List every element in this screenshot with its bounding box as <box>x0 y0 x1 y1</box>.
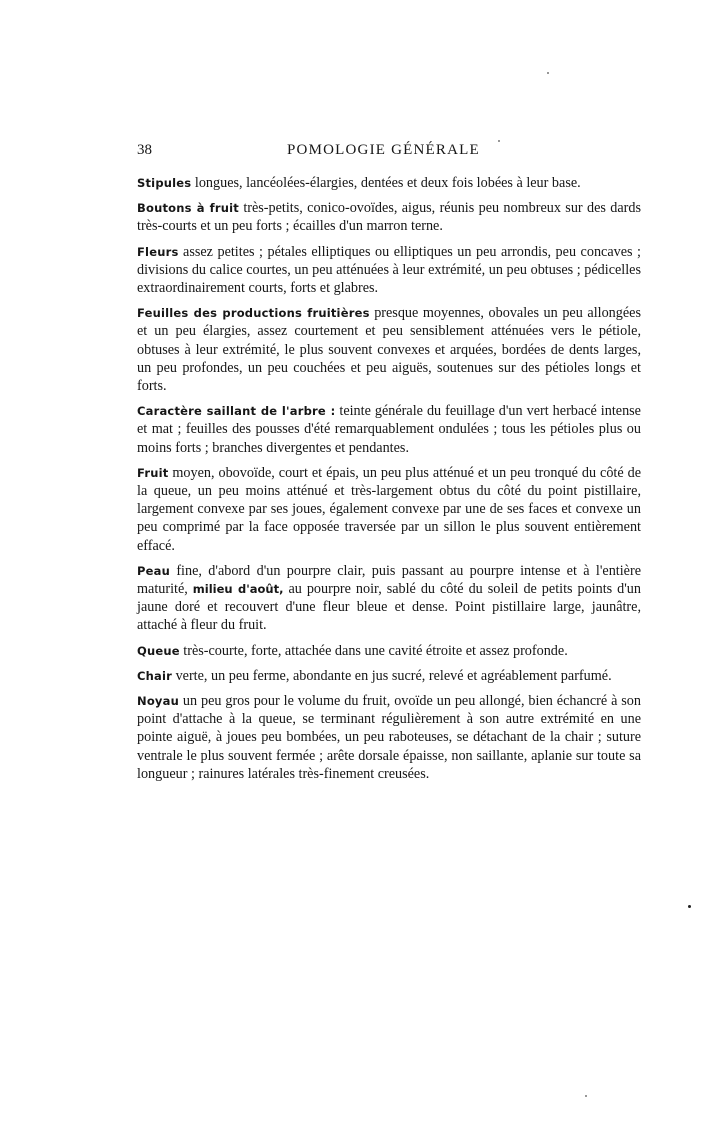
paragraph-text: presque moyennes, obovales un peu allongées et un peu élargies, assez courtement et peu sensiblement atténuées vers le pétiole, obtuses à leur extrémité, le plus souvent convexes et arquées, bordées de dents larges, un peu profondes, un peu couchées et peu aiguës, soutenues sur des pétioles longs et forts. <box>137 305 641 395</box>
paragraph-chair <box>137 667 641 685</box>
paragraph-stipules <box>137 174 641 192</box>
paper-speck <box>547 72 549 74</box>
paragraph-text: fine, d'abord d'un pourpre clair, puis passant au pourpre intense et à l'entière maturité, <box>137 562 641 598</box>
term-noyau: Noyau <box>137 694 179 709</box>
paragraph-text: au pourpre noir, sablé du côté du soleil de petits points d'un jaune doré et recouvert d'une fleur bleue et dense. Point pistillaire large, jaunâtre, attaché à fleur du fruit. <box>137 581 641 634</box>
term-feuilles: Feuilles des productions fruitières <box>137 306 370 321</box>
term-peau: Peau <box>137 563 170 578</box>
paragraph-text: longues, lancéolées-élargies, dentées et deux fois lobées à leur base. <box>191 175 581 191</box>
paragraph-text: assez petites ; pétales elliptiques ou elliptiques un peu arrondis, peu concaves ; divisions du calice courtes, un peu atténuées à leur extrémité, un peu obtuses ; pédicelles extraordinairement courts, forts et glabres. <box>137 243 641 297</box>
term-fleurs: Fleurs <box>137 244 179 259</box>
paper-speck <box>585 1095 587 1097</box>
term-caractere: Caractère saillant de l'arbre : <box>137 404 336 419</box>
term-boutons: Boutons à fruit <box>137 201 239 216</box>
paragraph-text: teinte générale du feuillage d'un vert herbacé intense et mat ; feuilles des pousses d'été remarquablement ondulées ; tous les pétioles plus ou moins forts ; branches divergentes et pendantes. <box>137 403 641 456</box>
term-stipules: Stipules <box>137 176 192 190</box>
paragraph-fruit <box>137 464 641 555</box>
term-chair: Chair <box>137 668 173 683</box>
page-number: 38 <box>137 142 152 158</box>
paragraph-fleurs <box>137 243 641 298</box>
paragraph-feuilles <box>137 304 641 395</box>
paragraph-queue <box>137 642 641 660</box>
paragraph-peau <box>137 562 641 635</box>
description-text <box>137 174 641 790</box>
term-queue: Queue <box>137 643 180 658</box>
paragraph-text: un peu gros pour le volume du fruit, ovoïde un peu allongé, bien échancré à son point d'attache à la queue, se terminant régulièrement à son autre extrémité en une pointe aiguë, à joues peu bombées, un peu raboteuses, se détachant de la chair ; suture ventrale le plus souvent fermée ; arête dorsale épaisse, non saillante, aplanie sur toute sa longueur ; rainures latérales très-finement creusées. <box>137 693 641 782</box>
paragraph-noyau <box>137 692 641 783</box>
paragraph-boutons <box>137 199 641 235</box>
paragraph-text: verte, un peu ferme, abondante en jus sucré, relevé et agréablement parfumé. <box>172 667 612 684</box>
page-header <box>137 142 641 162</box>
paper-speck <box>688 905 691 908</box>
inline-term-maturity: milieu d'août, <box>192 582 284 597</box>
term-fruit: Fruit <box>137 465 169 480</box>
paragraph-text: très-petits, conico-ovoïdes, aigus, réunis peu nombreux sur des dards très-courts et un peu forts ; écailles d'un marron terne. <box>137 200 641 235</box>
paragraph-text: très-courte, forte, attachée dans une cavité étroite et assez profonde. <box>179 642 568 659</box>
running-title: POMOLOGIE GÉNÉRALE <box>287 142 480 158</box>
paragraph-caractere <box>137 402 641 457</box>
paragraph-text: moyen, obovoïde, court et épais, un peu plus atténué et un peu tronqué du côté de la queue, un peu moins atténué et très-largement obtus du côté du point pistillaire, largement convexe par ses joues, également convexe par une de ses faces et convexe un peu comprimé par la face opposée traversée par un sillon le plus souvent entièrement effacé. <box>137 464 641 554</box>
